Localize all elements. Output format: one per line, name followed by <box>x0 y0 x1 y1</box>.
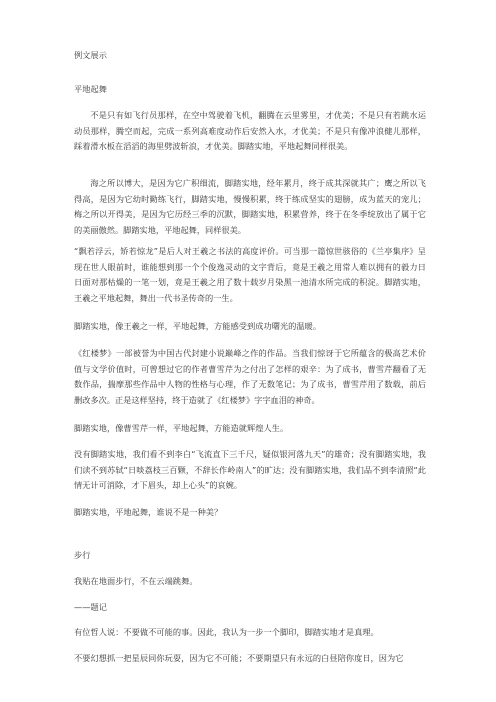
essay1-closing: 脚踏实地，平地起舞，谁说不是一种美？ <box>74 507 223 517</box>
essay2-paragraph-1: 我贴在地面步行，不在云端跳舞。 <box>74 576 198 586</box>
essay2-paragraph-3: 不要幻想抓一把星辰同你玩耍，因为它不可能；不要期望只有永远的白昼陪你度日，因为它 <box>74 653 404 663</box>
essay1-title: 平地起舞 <box>74 84 107 94</box>
essay1-paragraph-4: 脚踏实地，像王羲之一样，平地起舞，方能感受到成功曙光的温暖。 <box>74 321 322 331</box>
essay1-paragraph-6: 脚踏实地，像曹雪芹一样，平地起舞，方能造就辉煌人生。 <box>74 423 289 433</box>
essay1-paragraph-1: 不是只有如飞行员那样，在空中驾驶着飞机，翻腾在云里雾里，才优美；不是只有若跳水运动员那样，腾空而起，完成一系列高难度动作后安然入水，才优美；不是只有像冲浪健儿那样，踩着滑水板在滔滔的海里劈波斩浪，才优美。脚踏实地，平地起舞同样很美。 <box>74 110 426 151</box>
essay2-epigraph-attribution: ——题记 <box>74 602 107 612</box>
essay1-paragraph-2: 海之所以博大，是因为它广积细流，脚踏实地，经年累月，终于成其深就其广；鹰之所以飞得高，是因为它幼时勤练飞行，脚踏实地，慢慢积累，终于练成坚实的翅膀，成为蓝天的宠儿；梅之所以开得美，是因为它历经三季的沉默，脚踏实地，积累营养，终于在冬季绽放出了属于它的美丽傲然。脚踏实地，平地起舞，同样很美。 <box>74 178 426 235</box>
essay1-paragraph-3: “飘若浮云，矫若惊龙”是后人对王羲之书法的高度评价。可当那一篇惊世骇俗的《兰亭集序》呈现在世人眼前时，谁能想到那一个个俊逸灵动的文字背后，竟是王羲之用常人难以拥有的毅力日日面对那枯燥的一笔一划，竟是王羲之用了数十载岁月染黑一池清水所完成的积淀。脚踏实地，王羲之平地起舞，舞出一代书圣传奇的一生。 <box>74 246 426 303</box>
essay2-paragraph-2: 有位哲人说：不要做不可能的事。因此，我认为一步一个脚印，脚踏实地才是真理。 <box>74 627 379 637</box>
essay2-title: 步行 <box>74 550 91 560</box>
section-heading: 例文展示 <box>74 50 107 60</box>
essay1-paragraph-7: 没有脚踏实地，我们看不到李白“飞流直下三千尺，疑似银河落九天”的雄奇；没有脚踏实地，我们读不到苏轼“日啖荔枝三百颗，不辞长作岭南人”的旷达；没有脚踏实地，我们品不到李清照“此情无计可消除，才下眉头，却上心头”的哀婉。 <box>74 449 426 490</box>
essay1-paragraph-5: 《红楼梦》一部被誉为中国古代封建小说巅峰之作的作品。当我们惊讶于它所蕴含的极高艺术价值与文学价值时，可曾想过它的作者曹雪芹为之付出了怎样的艰辛：为了成书，曹雪芹翻看了无数作品，揣摩那些作品中人物的性格与心理，作了无数笔记；为了成书，曹雪芹用了数载，前后删改多次。正是这样坚持，终于造就了《红楼梦》字字血泪的神奇。 <box>74 348 426 405</box>
